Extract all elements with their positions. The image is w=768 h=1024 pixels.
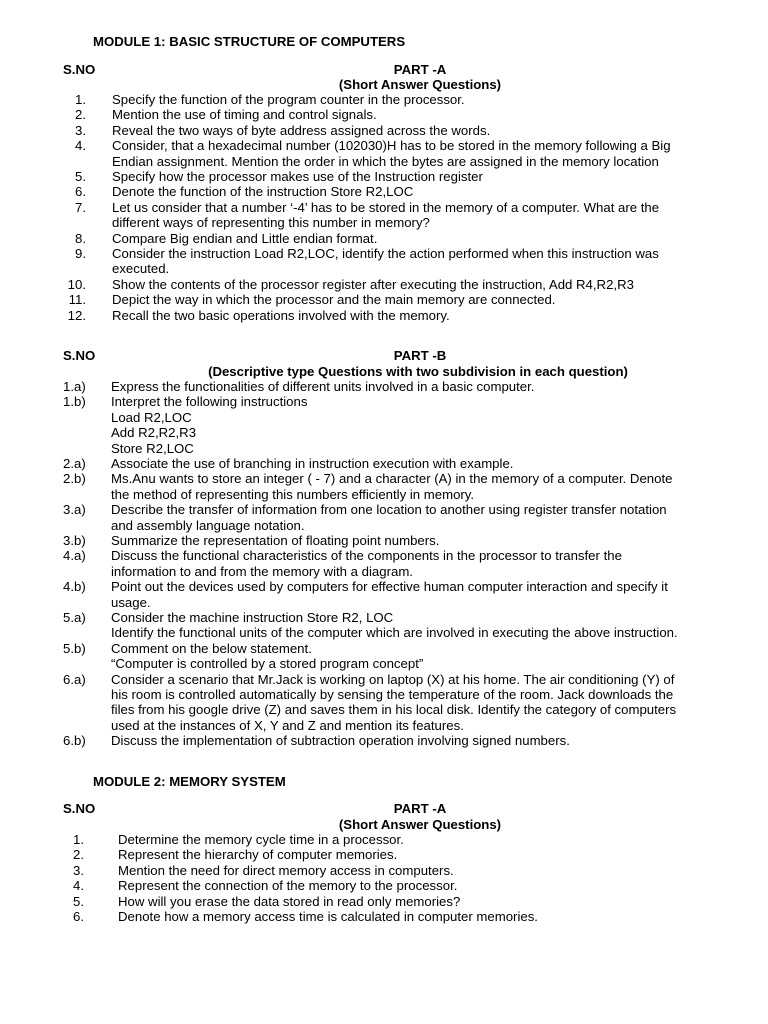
question-text-line: Mention the need for direct memory access in computers.: [118, 862, 454, 878]
question-text-line: Specify the function of the program counter in the processor.: [112, 92, 465, 107]
module-2-title: MODULE 2: MEMORY SYSTEM: [93, 774, 286, 789]
list-item: [0, 107, 768, 122]
question-text-line: Associate the use of branching in instruction execution with example.: [111, 456, 514, 471]
question-text-line: his room is controlled automatically by sensing the temperature of the room. Jack downloads the: [111, 686, 674, 702]
question-text-line: Let us consider that a number ‘-4’ has to be stored in the memory of a computer. What are the: [112, 199, 660, 215]
question-number: 4.b): [63, 579, 86, 595]
list-item: [0, 847, 768, 862]
question-number: 9.: [75, 246, 86, 261]
question-text-line: Specify how the processor makes use of the Instruction register: [112, 169, 483, 184]
question-number: 6.: [73, 909, 84, 924]
question-number: 1.: [75, 92, 86, 107]
list-item: [0, 672, 768, 734]
list-item: [0, 579, 768, 610]
question-number: 7.: [75, 199, 86, 215]
question-text-line: the method of representing this numbers efficiently in memory.: [111, 486, 475, 502]
list-item: [0, 471, 768, 502]
list-item: [0, 894, 768, 909]
list-item: [0, 533, 768, 548]
list-item: [0, 169, 768, 184]
question-number: 6.: [75, 184, 86, 200]
part-b-sno-header: S.NO: [63, 348, 96, 363]
question-text-line: Determine the memory cycle time in a processor.: [118, 832, 404, 847]
list-item: [0, 394, 768, 456]
list-item: [0, 92, 768, 107]
question-text-line: Depict the way in which the processor and the main memory are connected.: [112, 292, 556, 308]
list-item: [0, 909, 768, 924]
question-text-line: executed.: [112, 261, 170, 277]
question-text-line: Load R2,LOC: [111, 409, 192, 425]
question-text-line: Point out the devices used by computers for effective human computer interaction and specify it: [111, 579, 668, 595]
question-text-line: Consider a scenario that Mr.Jack is working on laptop (X) at his home. The air conditioning (Y) of: [111, 671, 675, 687]
question-text-line: Consider the instruction Load R2,LOC, identify the action performed when this instruction was: [112, 246, 659, 261]
part-b-subtitle: (Descriptive type Questions with two subdivision in each question): [208, 364, 628, 379]
list-item: [0, 292, 768, 307]
question-number: 11.: [68, 292, 86, 308]
question-text-line: files from his google drive (Z) and saves them in his local disk. Identify the category of computers: [111, 702, 677, 718]
question-text-line: Discuss the functional characteristics of the components in the processor to transfer the: [111, 548, 622, 564]
question-text-line: Comment on the below statement.: [111, 640, 312, 656]
question-number: 10.: [67, 276, 86, 292]
question-text-line: How will you erase the data stored in read only memories?: [118, 893, 461, 909]
question-number: 2.: [75, 107, 86, 123]
question-number: 5.b): [63, 640, 86, 656]
question-text-line: Show the contents of the processor register after executing the instruction, Add R4,R2,R3: [112, 276, 634, 292]
question-text-line: Reveal the two ways of byte address assigned across the words.: [112, 122, 491, 138]
question-text-line: different ways of representing this number in memory?: [112, 215, 430, 231]
list-item: [0, 502, 768, 533]
list-item: [0, 878, 768, 893]
list-item: [0, 863, 768, 878]
question-text-line: and assembly language notation.: [111, 517, 305, 533]
question-text-line: “Computer is controlled by a stored program concept”: [111, 656, 424, 672]
question-text-line: Identify the functional units of the computer which are involved in executing the above instruction.: [111, 625, 678, 641]
module-2-part-a-subtitle: (Short Answer Questions): [338, 817, 502, 832]
question-text-line: Express the functionalities of different units involved in a basic computer.: [111, 379, 535, 394]
list-item: [0, 231, 768, 246]
list-item: [0, 379, 768, 394]
question-text-line: Denote the function of the instruction Store R2,LOC: [112, 184, 414, 200]
question-number: 4.: [73, 878, 84, 894]
question-text-line: Store R2,LOC: [111, 440, 194, 456]
question-number: 5.a): [63, 610, 86, 625]
question-text-line: Discuss the implementation of subtraction operation involving signed numbers.: [111, 733, 570, 749]
question-number: 6.a): [63, 671, 86, 687]
question-number: 8.: [75, 230, 86, 246]
list-item: [0, 200, 768, 231]
list-item: [0, 308, 768, 323]
question-text-line: information to and from the memory with a diagram.: [111, 563, 413, 579]
question-text-line: Recall the two basic operations involved with the memory.: [112, 307, 450, 323]
question-text-line: Summarize the representation of floating point numbers.: [111, 533, 440, 548]
list-item: [0, 733, 768, 748]
question-number: 2.: [73, 847, 84, 863]
question-number: 12.: [67, 307, 86, 323]
question-number: 1.a): [63, 379, 86, 394]
list-item: [0, 548, 768, 579]
list-item: [0, 184, 768, 199]
question-text-line: usage.: [111, 594, 151, 610]
question-text-line: Describe the transfer of information from one location to another using register transfer notation: [111, 502, 667, 518]
part-a-title: PART -A: [393, 62, 447, 77]
list-item: [0, 123, 768, 138]
question-number: 6.b): [63, 733, 86, 749]
list-item: [0, 641, 768, 672]
question-text-line: Denote how a memory access time is calculated in computer memories.: [118, 909, 538, 924]
module-1-title: MODULE 1: BASIC STRUCTURE OF COMPUTERS: [93, 34, 406, 49]
question-number: 3.: [75, 122, 86, 138]
module-2-part-a-title: PART -A: [393, 801, 447, 816]
question-text-line: Mention the use of timing and control signals.: [112, 107, 377, 123]
question-text-line: Ms.Anu wants to store an integer ( - 7) and a character (A) in the memory of a computer. Denote: [111, 471, 673, 487]
question-number: 2.b): [63, 471, 86, 487]
question-number: 4.a): [63, 548, 86, 564]
part-b-title: PART -B: [393, 348, 447, 363]
question-text-line: Endian assignment. Mention the order in which the bytes are assigned in the memory location: [112, 153, 659, 169]
question-text-line: Consider the machine instruction Store R2, LOC: [111, 610, 394, 625]
question-number: 3.: [73, 862, 84, 878]
question-number: 3.a): [63, 502, 86, 518]
question-text-line: Interpret the following instructions: [111, 394, 308, 410]
question-number: 2.a): [63, 456, 86, 471]
question-text-line: Represent the hierarchy of computer memories.: [118, 847, 398, 863]
list-item: [0, 832, 768, 847]
question-number: 5.: [73, 893, 84, 909]
question-number: 1.b): [63, 394, 86, 410]
part-a-sno-header: S.NO: [63, 62, 96, 77]
part-a-subtitle: (Short Answer Questions): [338, 77, 502, 92]
question-text-line: Add R2,R2,R3: [111, 425, 197, 441]
module-2-part-a-sno-header: S.NO: [63, 801, 96, 816]
list-item: [0, 277, 768, 292]
question-text-line: Represent the connection of the memory to the processor.: [118, 878, 458, 894]
list-item: [0, 246, 768, 277]
question-text-line: used at the instances of X, Y and Z and mention its features.: [111, 717, 464, 733]
list-item: [0, 138, 768, 169]
question-number: 5.: [75, 169, 86, 184]
question-number: 1.: [73, 832, 84, 847]
question-number: 3.b): [63, 533, 86, 548]
question-number: 4.: [75, 138, 86, 154]
list-item: [0, 456, 768, 471]
question-text-line: Consider, that a hexadecimal number (102030)H has to be stored in the memory following a Big: [112, 138, 671, 154]
question-text-line: Compare Big endian and Little endian format.: [112, 230, 378, 246]
list-item: [0, 610, 768, 641]
